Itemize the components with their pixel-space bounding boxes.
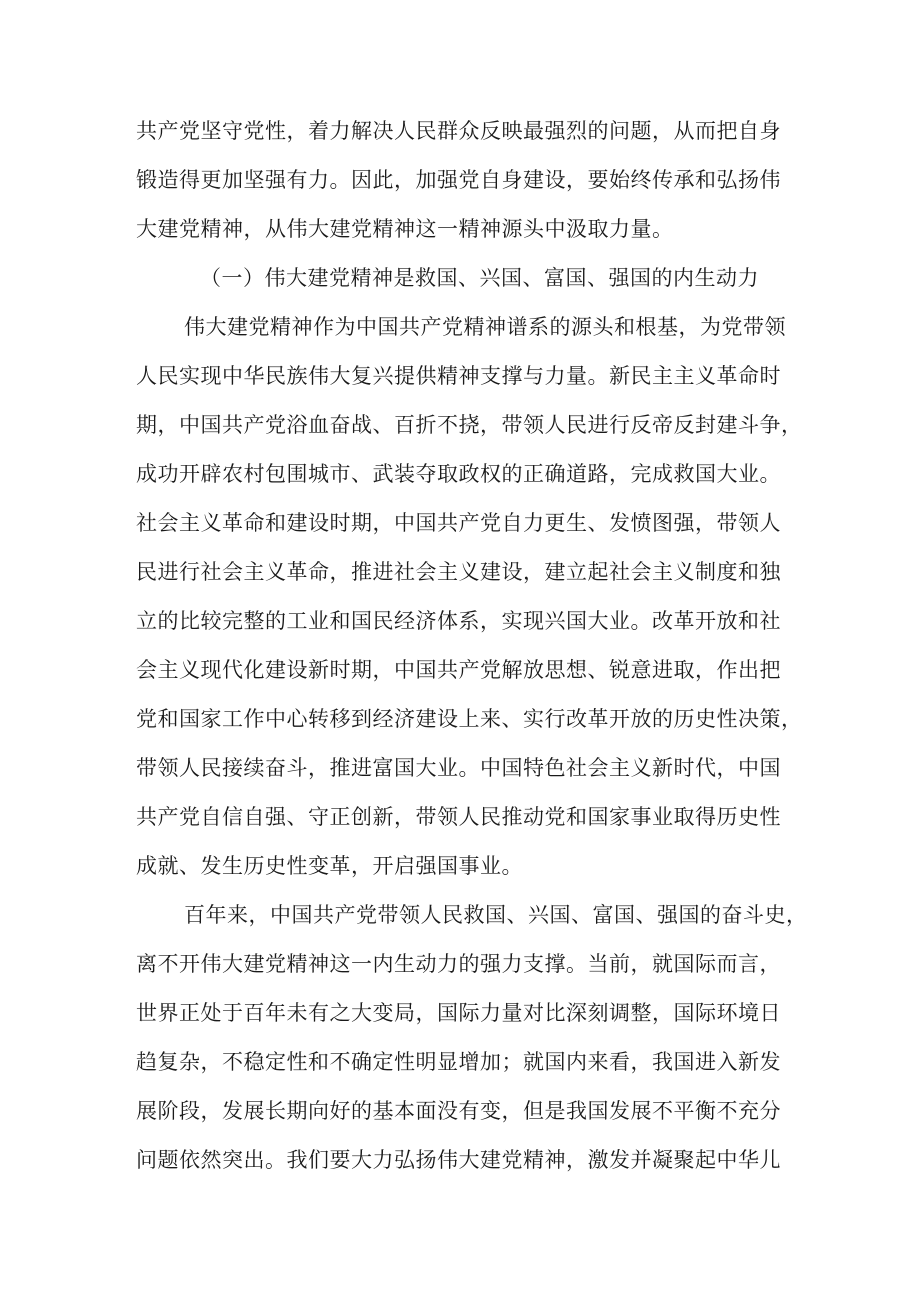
paragraph-line: 大建党精神，从伟大建党精神这一精神源头中汲取力量。 bbox=[136, 217, 674, 241]
paragraph-line: 带领人民接续奋斗，推进富国大业。中国特色社会主义新时代，中国 bbox=[136, 756, 781, 780]
paragraph-line: 立的比较完整的工业和国民经济体系，实现兴国大业。改革开放和社 bbox=[136, 609, 781, 633]
paragraph-line: 趋复杂，不稳定性和不确定性明显增加；就国内来看，我国进入新发 bbox=[136, 1050, 781, 1074]
paragraph-line: 社会主义革命和建设时期，中国共产党自力更生、发愤图强，带领人 bbox=[136, 511, 781, 535]
paragraph-line: 民进行社会主义革命，推进社会主义建设，建立起社会主义制度和独 bbox=[136, 560, 781, 584]
paragraph-line: 展阶段，发展长期向好的基本面没有变，但是我国发展不平衡不充分 bbox=[136, 1099, 781, 1123]
paragraph-line: 离不开伟大建党精神这一内生动力的强力支撑。当前，就国际而言， bbox=[136, 952, 781, 976]
paragraph-line: 百年来，中国共产党带领人民救国、兴国、富国、强国的奋斗史， bbox=[184, 903, 808, 927]
paragraph-line: 会主义现代化建设新时期，中国共产党解放思想、锐意进取，作出把 bbox=[136, 658, 781, 682]
section-heading: （一）伟大建党精神是救国、兴国、富国、强国的内生动力 bbox=[200, 266, 759, 290]
paragraph-line: 伟大建党精神作为中国共产党精神谱系的源头和根基，为党带领 bbox=[184, 315, 786, 339]
paragraph-line: 问题依然突出。我们要大力弘扬伟大建党精神，激发并凝聚起中华儿 bbox=[136, 1148, 781, 1172]
paragraph-line: 成功开辟农村包围城市、武装夺取政权的正确道路，完成救国大业。 bbox=[136, 462, 781, 486]
paragraph-line: 成就、发生历史性变革，开启强国事业。 bbox=[136, 854, 523, 878]
paragraph-line: 锻造得更加坚强有力。因此，加强党自身建设，要始终传承和弘扬伟 bbox=[136, 168, 781, 192]
paragraph-line: 人民实现中华民族伟大复兴提供精神支撑与力量。新民主主义革命时 bbox=[136, 364, 781, 388]
paragraph-line: 世界正处于百年未有之大变局，国际力量对比深刻调整，国际环境日 bbox=[136, 1001, 781, 1025]
paragraph-line: 共产党坚守党性，着力解决人民群众反映最强烈的问题，从而把自身 bbox=[136, 119, 781, 143]
paragraph-line: 期，中国共产党浴血奋战、百折不挠，带领人民进行反帝反封建斗争， bbox=[136, 413, 803, 437]
paragraph-line: 共产党自信自强、守正创新，带领人民推动党和国家事业取得历史性 bbox=[136, 805, 781, 829]
paragraph-line: 党和国家工作中心转移到经济建设上来、实行改革开放的历史性决策， bbox=[136, 707, 803, 731]
